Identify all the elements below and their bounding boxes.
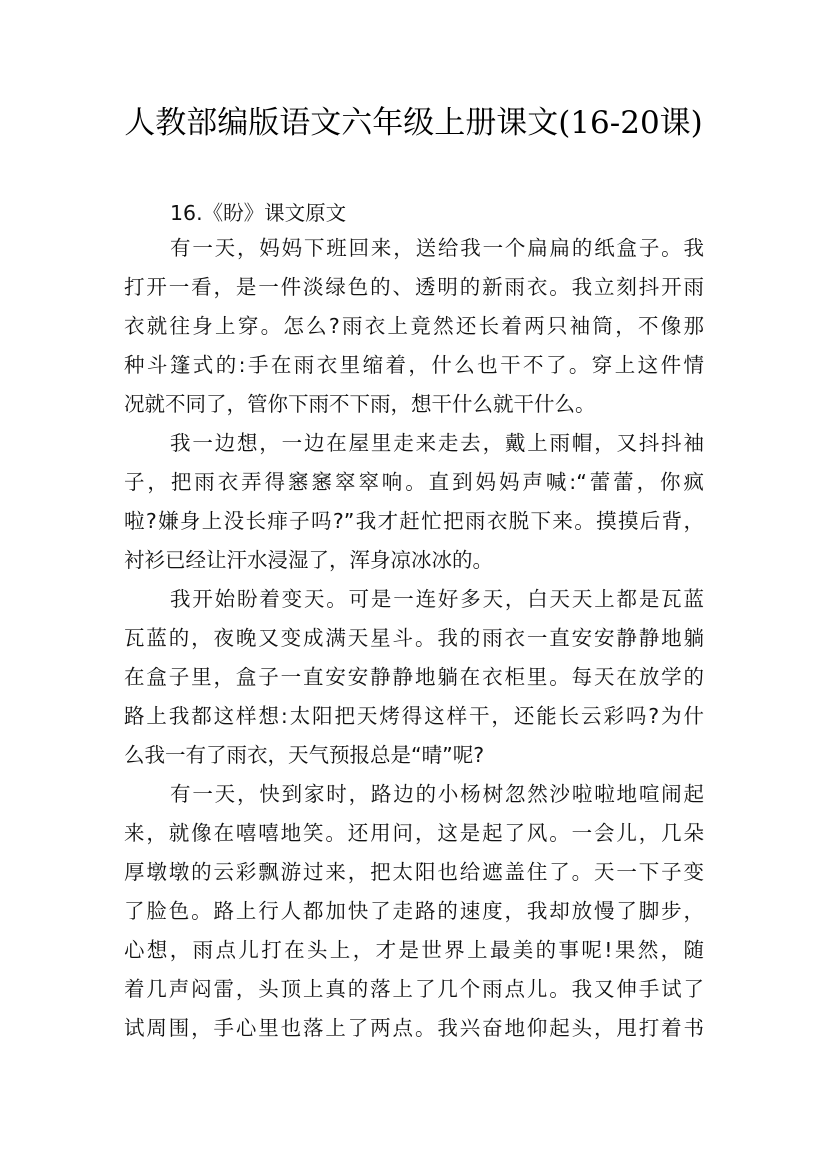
- document-title: 人教部编版语文六年级上册课文(16-20课): [124, 105, 703, 141]
- paragraph-line: 瓦蓝的，夜晚又变成满天星斗。我的雨衣一直安安静静地躺: [124, 626, 704, 650]
- paragraph-line: 试周围，手心里也落上了两点。我兴奋地仰起头，甩打着书: [124, 1016, 704, 1040]
- paragraph-line: 况就不同了，管你下雨不下雨，想干什么就干什么。: [124, 392, 596, 416]
- paragraph-line: 有一天，快到家时，路边的小杨树忽然沙啦啦地喧闹起: [170, 782, 704, 806]
- paragraph-line: 了脸色。路上行人都加快了走路的速度，我却放慢了脚步，: [124, 899, 704, 923]
- paragraph-line: 子，把雨衣弄得窸窸窣窣响。直到妈妈声喊:“蕾蕾，你疯: [124, 470, 704, 494]
- paragraph-line: 衬衫已经让汗水浸湿了，浑身凉冰冰的。: [124, 548, 493, 572]
- paragraph-line: 路上我都这样想:太阳把天烤得这样干，还能长云彩吗?为什: [124, 704, 704, 728]
- paragraph-line: 啦?嫌身上没长痱子吗?”我才赶忙把雨衣脱下来。摸摸后背，: [124, 509, 704, 533]
- paragraph-line: 么我一有了雨衣，天气预报总是“晴”呢?: [124, 743, 485, 767]
- paragraph-line: 打开一看，是一件淡绿色的、透明的新雨衣。我立刻抖开雨: [124, 275, 704, 299]
- paragraph-line: 心想，雨点儿打在头上，才是世界上最美的事呢!果然，随: [124, 938, 704, 962]
- section-heading: 16.《盼》课文原文: [170, 201, 347, 225]
- paragraph-line: 在盒子里，盒子一直安安静静地躺在衣柜里。每天在放学的: [124, 665, 704, 689]
- paragraph-line: 种斗篷式的:手在雨衣里缩着，什么也干不了。穿上这件情: [124, 353, 704, 377]
- paragraph-line: 有一天，妈妈下班回来，送给我一个扁扁的纸盒子。我: [170, 236, 704, 260]
- paragraph-line: 我开始盼着变天。可是一连好多天，白天天上都是瓦蓝: [170, 587, 704, 611]
- paragraph-line: 衣就往身上穿。怎么?雨衣上竟然还长着两只袖筒，不像那: [124, 314, 704, 338]
- paragraph-line: 厚墩墩的云彩飘游过来，把太阳也给遮盖住了。天一下子变: [124, 860, 704, 884]
- paragraph-line: 来，就像在嘻嘻地笑。还用问，这是起了风。一会儿，几朵: [124, 821, 704, 845]
- paragraph-line: 着几声闷雷，头顶上真的落上了几个雨点儿。我又伸手试了: [124, 977, 704, 1001]
- paragraph-line: 我一边想，一边在屋里走来走去，戴上雨帽，又抖抖袖: [170, 431, 704, 455]
